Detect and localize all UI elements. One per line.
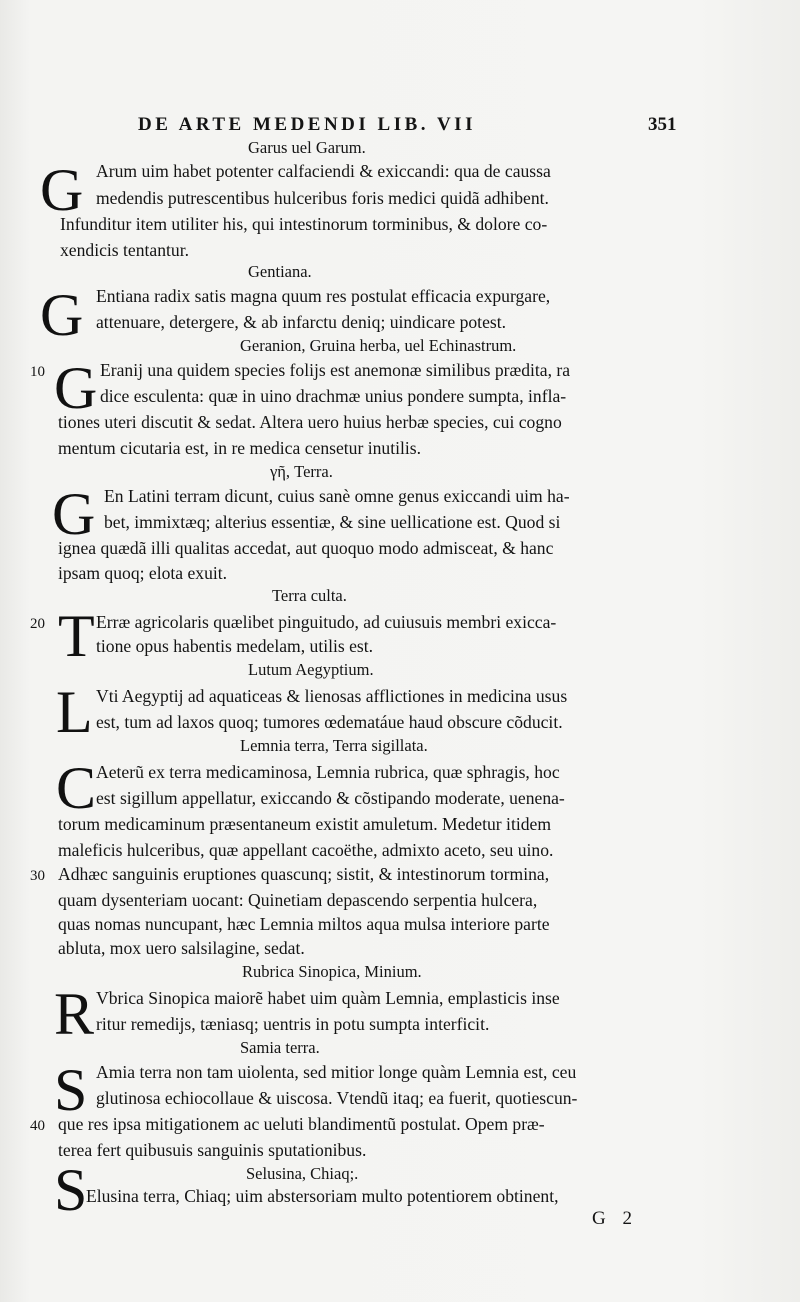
running-head xyxy=(0,114,800,140)
section-heading: Garus uel Garum. xyxy=(248,138,366,157)
text-line: Vbrica Sinopica maiorẽ habet uim quàm Lemnia, emplasticis inse xyxy=(96,988,560,1008)
section-heading: Selusina, Chiaq;. xyxy=(246,1164,359,1183)
text-line: medendis putrescentibus hulceribus foris medici quidã adhibent. xyxy=(96,188,549,208)
drop-cap-initial: T xyxy=(58,603,95,669)
running-head-title: DE ARTE MEDENDI LIB. VII xyxy=(138,114,476,135)
section-heading: Geranion, Gruina herba, uel Echinastrum. xyxy=(240,336,517,355)
text-line: Elusina terra, Chiaq; uim abstersoriam multo potentiorem obtinent, xyxy=(86,1186,559,1206)
text-line: maleficis hulceribus, quæ appellant cacoëthe, admixto aceto, seu uino. xyxy=(58,840,554,860)
text-line: Vti Aegyptij ad aquaticeas & lienosas afflictiones in medicina usus xyxy=(96,686,568,706)
section-heading: Terra culta. xyxy=(272,586,347,605)
drop-cap-initial: G xyxy=(52,481,96,547)
margin-line-number: 40 xyxy=(30,1118,45,1134)
text-line: ignea quædã illi qualitas accedat, aut quoquo modo admisceat, & hanc xyxy=(58,538,554,558)
margin-line-number: 30 xyxy=(30,868,45,884)
text-line: bet, immixtæq; alterius essentiæ, & sine uellicatione est. Quod si xyxy=(104,512,561,532)
text-line: quas nomas nuncupant, hæc Lemnia miltos aqua mulsa interiore parte xyxy=(58,914,550,934)
section-heading: Lemnia terra, Terra sigillata. xyxy=(240,736,428,755)
text-line: glutinosa echiocollaue & uiscosa. Vtendũ itaq; ea fuerit, quotiescun- xyxy=(96,1088,578,1108)
section-heading: Lutum Aegyptium. xyxy=(248,660,374,679)
margin-line-number: 10 xyxy=(30,364,45,380)
text-line: Entiana radix satis magna quum res postulat efficacia expurgare, xyxy=(96,286,551,306)
text-line: que res ipsa mitigationem ac ueluti blandimentũ postulat. Opem præ- xyxy=(58,1114,545,1134)
drop-cap-initial: G xyxy=(40,157,84,223)
text-line: tione opus habentis medelam, utilis est. xyxy=(96,636,374,656)
text-line: est, tum ad laxos quoq; tumores œdematáue haud obscure cõducit. xyxy=(96,712,563,732)
text-line: torum medicaminum præsentaneum existit amuletum. Medetur itidem xyxy=(58,814,552,834)
text-line: xendicis tentantur. xyxy=(60,240,189,260)
text-line: Amia terra non tam uiolenta, sed mitior longe quàm Lemnia est, ceu xyxy=(96,1062,577,1082)
drop-cap-initial: S xyxy=(54,1157,88,1223)
text-line: Adhæc sanguinis eruptiones quascunq; sistit, & intestinorum tormina, xyxy=(58,864,550,884)
drop-cap-initial: C xyxy=(56,755,97,821)
signature-mark: G 2 xyxy=(592,1208,638,1229)
text-line: tiones uteri discutit & sedat. Altera uero huius herbæ species, cui cogno xyxy=(58,412,562,432)
text-line: quam dysenteriam uocant: Quinetiam depascendo serpentia hulcera, xyxy=(58,890,538,910)
section-heading: Gentiana. xyxy=(248,262,312,281)
drop-cap-initial: G xyxy=(54,355,98,421)
text-line: En Latini terram dicunt, cuius sanè omne genus exiccandi uim ha- xyxy=(104,486,570,506)
drop-cap-initial: R xyxy=(54,981,95,1047)
text-line: ritur remedijs, tæniasq; uentris in potu sumpta interficit. xyxy=(96,1014,490,1034)
drop-cap-initial: L xyxy=(56,679,93,745)
text-line: ipsam quoq; elota exuit. xyxy=(58,563,228,583)
section-heading: γῆ, Terra. xyxy=(270,462,333,481)
page-number: 351 xyxy=(648,114,677,135)
text-line: abluta, mox uero salsilagine, sedat. xyxy=(58,938,305,958)
text-line: est sigillum appellatur, exiccando & cõstipando moderate, uenena- xyxy=(96,788,565,808)
text-line: mentum cicutaria est, in re medica censetur inutilis. xyxy=(58,438,421,458)
text-line: Eranij una quidem species folijs est anemonæ similibus prædita, ra xyxy=(100,360,571,380)
text-line: Arum uim habet potenter calfaciendi & exiccandi: qua de caussa xyxy=(96,161,551,181)
text-line: dice esculenta: quæ in uino drachmæ unius pondere sumpta, infla- xyxy=(100,386,567,406)
text-line: terea fert quibusuis sanguinis sputationibus. xyxy=(58,1140,367,1160)
text-line: Infunditur item utiliter his, qui intestinorum torminibus, & dolore co- xyxy=(60,214,548,234)
section-heading: Rubrica Sinopica, Minium. xyxy=(242,962,422,981)
section-heading: Samia terra. xyxy=(240,1038,320,1057)
margin-line-number: 20 xyxy=(30,616,45,632)
text-line: attenuare, detergere, & ab infarctu deniq; uindicare potest. xyxy=(96,312,507,332)
drop-cap-initial: S xyxy=(54,1057,88,1123)
text-line: Erræ agricolaris quælibet pinguitudo, ad cuiusuis membri exicca- xyxy=(96,612,557,632)
drop-cap-initial: G xyxy=(40,282,84,348)
text-line: Aeterũ ex terra medicaminosa, Lemnia rubrica, quæ sphragis, hoc xyxy=(96,762,560,782)
